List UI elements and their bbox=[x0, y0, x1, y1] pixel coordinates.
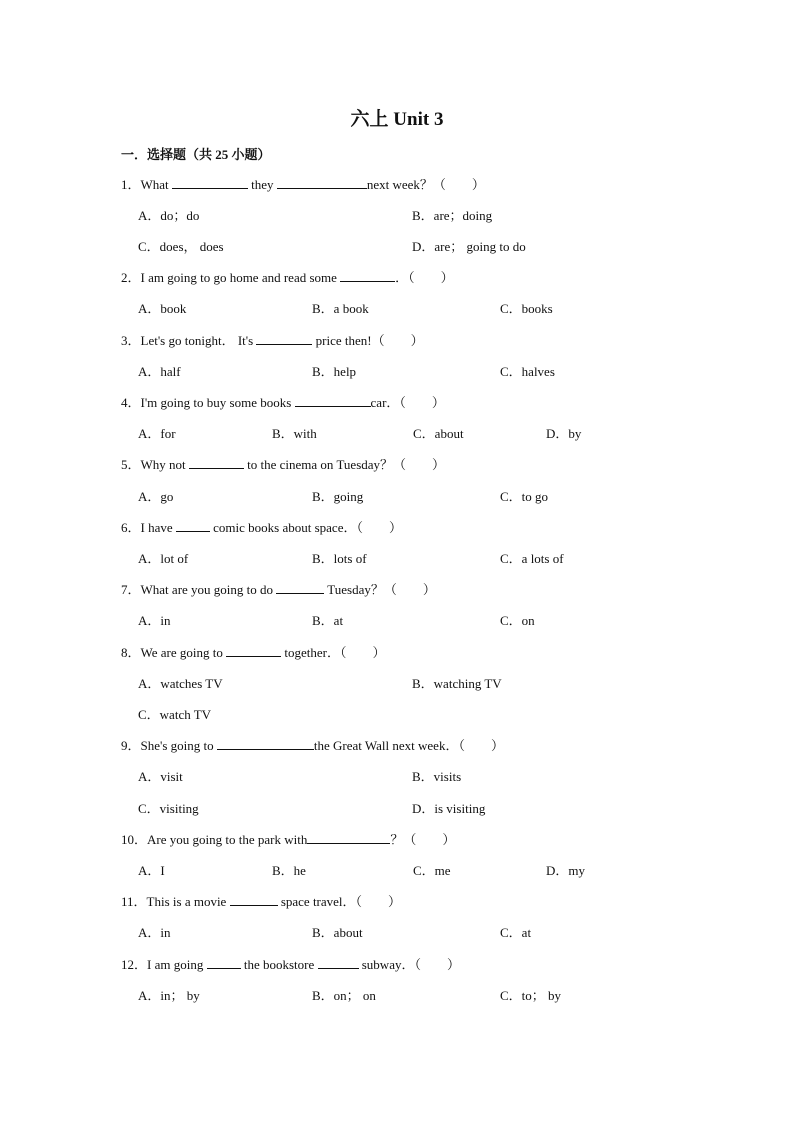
option-a[interactable]: A．in； by bbox=[138, 988, 200, 1003]
option-a[interactable]: A．watches TV bbox=[138, 676, 223, 691]
option-c[interactable]: C．about bbox=[413, 426, 464, 441]
question-1: 1．What they next week？（ ） bbox=[121, 177, 485, 192]
option-a[interactable]: A．visit bbox=[138, 769, 183, 784]
question-number: 8． bbox=[121, 645, 141, 660]
option-c[interactable]: C．watch TV bbox=[138, 707, 212, 722]
option-b[interactable]: B．help bbox=[312, 364, 357, 379]
option-b[interactable]: B．a book bbox=[312, 301, 369, 316]
option-c[interactable]: C．books bbox=[500, 301, 553, 316]
answer-blank[interactable] bbox=[226, 644, 281, 657]
option-b[interactable]: B．at bbox=[312, 613, 344, 628]
option-d[interactable]: D．by bbox=[546, 426, 582, 441]
option-a[interactable]: A．for bbox=[138, 426, 176, 441]
option-a[interactable]: A．in bbox=[138, 613, 171, 628]
question-number: 5． bbox=[121, 457, 141, 472]
option-b[interactable]: B．he bbox=[272, 863, 306, 878]
option-b[interactable]: B．on； on bbox=[312, 988, 376, 1003]
question-3: 3．Let's go tonight． It's price then!（ ） bbox=[121, 333, 424, 348]
question-9: 9．She's going to the Great Wall next week．（ ） bbox=[121, 738, 504, 753]
question-number: 1． bbox=[121, 177, 141, 192]
question-7: 7．What are you going to do Tuesday？（ ） bbox=[121, 582, 436, 597]
option-c[interactable]: C．to go bbox=[500, 489, 549, 504]
question-number: 11． bbox=[121, 894, 147, 909]
option-a[interactable]: A．lot of bbox=[138, 551, 189, 566]
option-b[interactable]: B．with bbox=[272, 426, 317, 441]
option-c[interactable]: C．a lots of bbox=[500, 551, 564, 566]
option-b[interactable]: B．visits bbox=[412, 769, 462, 784]
question-6: 6．I have comic books about space．（ ） bbox=[121, 520, 402, 535]
option-c[interactable]: C．at bbox=[500, 925, 532, 940]
question-5: 5．Why not to the cinema on Tuesday？（ ） bbox=[121, 457, 446, 472]
question-number: 3． bbox=[121, 333, 141, 348]
option-b[interactable]: B．are；doing bbox=[412, 208, 493, 223]
option-d[interactable]: D．are； going to do bbox=[412, 239, 526, 254]
option-c[interactable]: C．me bbox=[413, 863, 451, 878]
page-title: 六上 Unit 3 bbox=[350, 109, 444, 130]
question-number: 2． bbox=[121, 270, 141, 285]
question-4: 4．I'm going to buy some books car．（ ） bbox=[121, 395, 445, 410]
option-a[interactable]: A．go bbox=[138, 489, 174, 504]
question-number: 6． bbox=[121, 520, 141, 535]
option-c[interactable]: C．on bbox=[500, 613, 535, 628]
option-b[interactable]: B．lots of bbox=[312, 551, 367, 566]
section-heading: 一．选择题（共 25 小题） bbox=[121, 147, 271, 162]
question-number: 9． bbox=[121, 738, 141, 753]
answer-blank[interactable] bbox=[295, 394, 371, 407]
question-2: 2．I am going to go home and read some ．（ ） bbox=[121, 270, 454, 285]
answer-blank[interactable] bbox=[340, 269, 395, 282]
option-c[interactable]: C．halves bbox=[500, 364, 555, 379]
option-b[interactable]: B．about bbox=[312, 925, 363, 940]
option-d[interactable]: D．is visiting bbox=[412, 801, 486, 816]
question-12: 12．I am going the bookstore subway．（ ） bbox=[121, 957, 460, 972]
question-11: 11．This is a movie space travel．（ ） bbox=[121, 894, 402, 909]
option-d[interactable]: D．my bbox=[546, 863, 586, 878]
answer-blank[interactable] bbox=[172, 176, 248, 189]
option-b[interactable]: B．going bbox=[312, 489, 364, 504]
answer-blank[interactable] bbox=[307, 831, 390, 844]
option-a[interactable]: A．do；do bbox=[138, 208, 200, 223]
answer-blank[interactable] bbox=[207, 956, 241, 969]
option-a[interactable]: A．I bbox=[138, 863, 165, 878]
question-number: 10． bbox=[121, 832, 148, 847]
answer-blank[interactable] bbox=[256, 332, 312, 345]
option-a[interactable]: A．half bbox=[138, 364, 181, 379]
option-c[interactable]: C．does， does bbox=[138, 239, 224, 254]
answer-blank[interactable] bbox=[230, 893, 278, 906]
answer-blank[interactable] bbox=[318, 956, 359, 969]
answer-blank[interactable] bbox=[277, 176, 367, 189]
answer-blank[interactable] bbox=[276, 581, 324, 594]
option-a[interactable]: A．in bbox=[138, 925, 171, 940]
option-c[interactable]: C．visiting bbox=[138, 801, 199, 816]
answer-blank[interactable] bbox=[176, 519, 210, 532]
answer-blank[interactable] bbox=[217, 737, 314, 750]
option-b[interactable]: B．watching TV bbox=[412, 676, 502, 691]
question-10: 10．Are you going to the park with ？（ ） bbox=[121, 832, 456, 847]
question-number: 7． bbox=[121, 582, 141, 597]
option-c[interactable]: C．to； by bbox=[500, 988, 562, 1003]
option-a[interactable]: A．book bbox=[138, 301, 187, 316]
answer-blank[interactable] bbox=[189, 456, 244, 469]
question-number: 12． bbox=[121, 957, 148, 972]
question-8: 8．We are going to together．（ ） bbox=[121, 645, 386, 660]
question-number: 4． bbox=[121, 395, 141, 410]
